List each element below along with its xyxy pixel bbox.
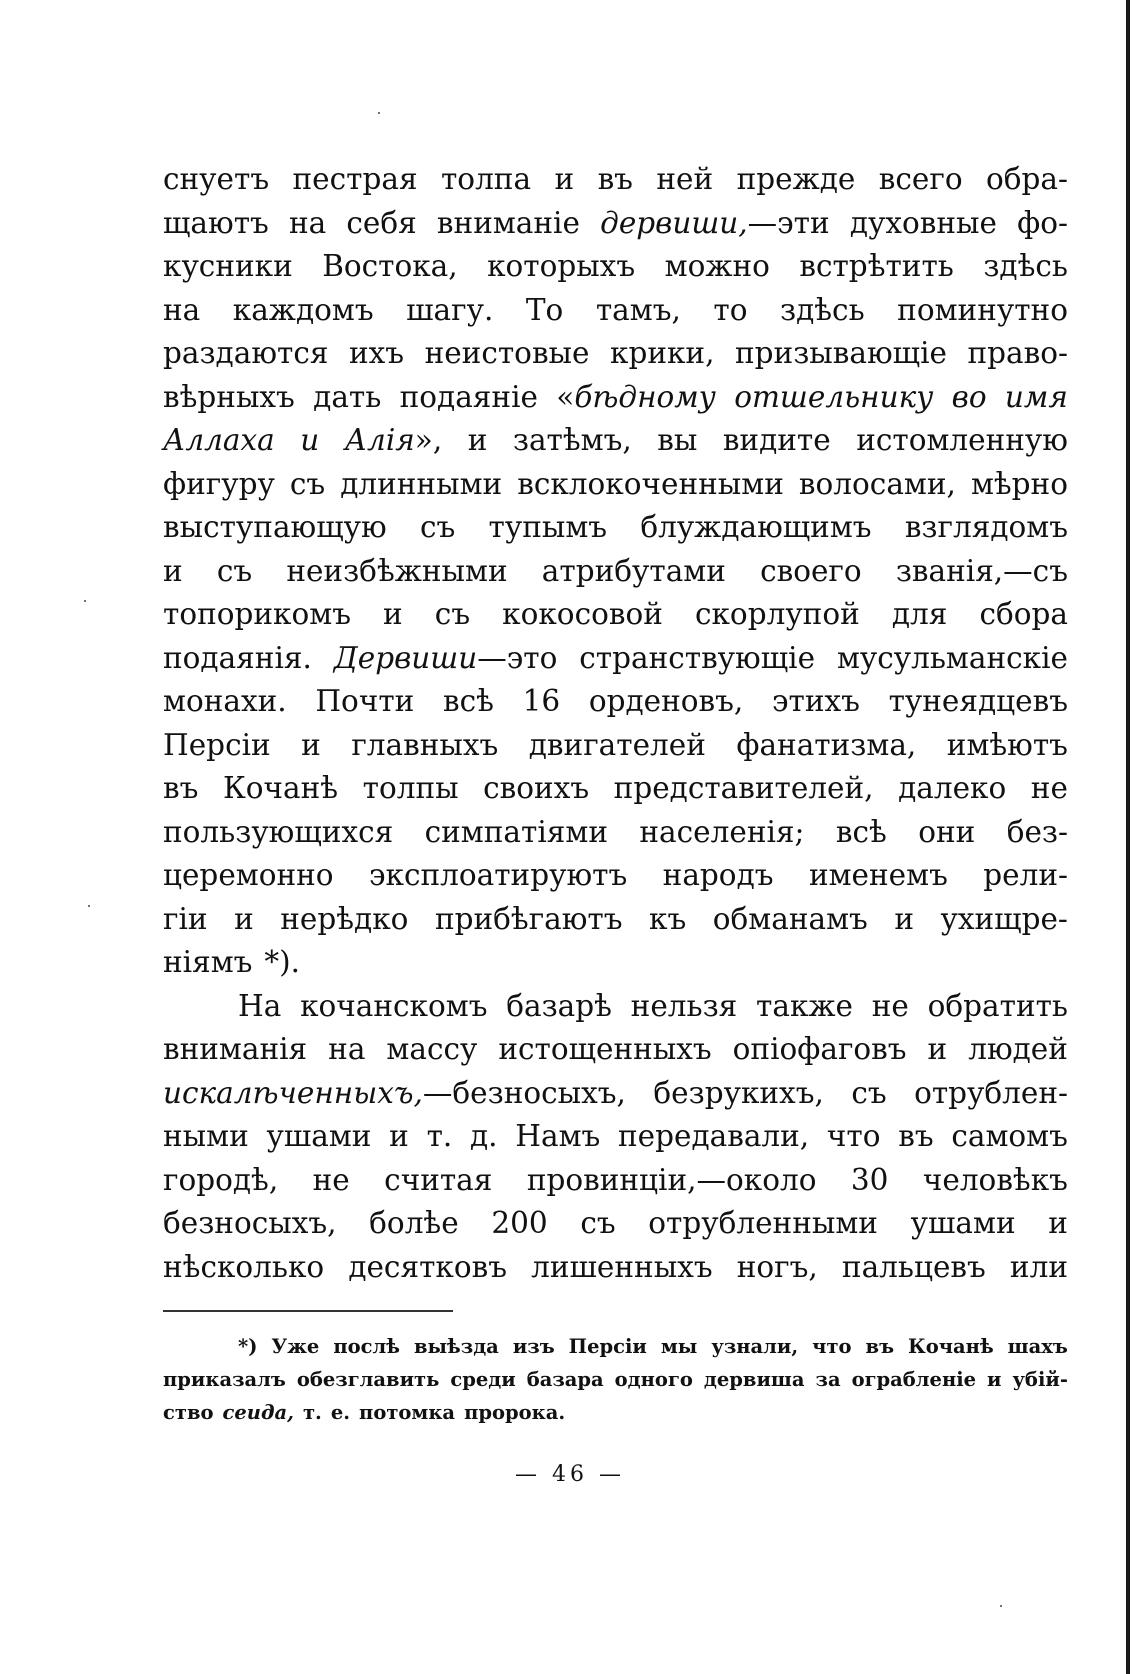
word: поминутно	[897, 292, 1068, 327]
word: ушами	[910, 1206, 1016, 1240]
word: которыхъ	[487, 249, 636, 283]
word: массу	[386, 1032, 478, 1066]
text-line	[163, 202, 1068, 246]
word: и	[389, 1119, 409, 1153]
word: имя	[1004, 379, 1068, 414]
word: отрублен-	[914, 1075, 1068, 1110]
word: одного	[614, 1368, 693, 1391]
word: человѣкъ	[922, 1162, 1068, 1197]
word: церемонно	[163, 858, 334, 892]
word: приказалъ	[163, 1368, 286, 1391]
word: е.	[330, 1401, 351, 1424]
text-line	[163, 506, 1068, 550]
text-line	[163, 158, 1068, 202]
word: *)	[238, 1335, 258, 1358]
word: за	[815, 1368, 841, 1391]
word: ногъ,	[736, 1249, 818, 1284]
footnote-line	[163, 1330, 1068, 1363]
word: скорлупой	[694, 597, 860, 631]
word: съ	[419, 510, 456, 544]
word: кусники	[163, 249, 293, 283]
word: духовные	[849, 205, 997, 240]
word: пользующихся	[163, 814, 394, 849]
word: здѣсь	[983, 249, 1068, 283]
word: базарѣ	[506, 988, 612, 1023]
word: обманамъ	[712, 901, 868, 936]
page-edge-line	[1126, 0, 1130, 1674]
word: въ	[865, 1335, 895, 1358]
word: ограбленіе	[851, 1368, 977, 1391]
word: считая	[384, 1162, 493, 1197]
word: базара	[526, 1368, 604, 1391]
word: встрѣтить	[799, 249, 954, 283]
word: пророка.	[464, 1401, 566, 1424]
word: взглядомъ	[904, 510, 1068, 544]
word: не	[871, 988, 909, 1023]
word: сеида,	[222, 1401, 294, 1424]
word: прибѣгаютъ	[434, 901, 623, 936]
word: ніямъ	[163, 945, 253, 979]
word: нѣсколько	[163, 1249, 325, 1284]
word: 200	[491, 1206, 548, 1240]
word: убій-	[1012, 1368, 1068, 1391]
word: гіи	[163, 901, 208, 936]
word: толпы	[362, 771, 459, 805]
word: ихъ	[348, 336, 405, 370]
word: ушами	[266, 1119, 372, 1153]
word: волосами,	[798, 466, 956, 501]
word: искалѣченныхъ,	[163, 1075, 423, 1110]
word: мѣрно	[970, 466, 1068, 501]
word: то	[713, 292, 748, 327]
word: прежде	[736, 162, 856, 196]
word: безносыхъ,	[163, 1206, 337, 1240]
word: д.	[469, 1119, 498, 1153]
scan-speck	[84, 600, 86, 602]
word: видите	[722, 423, 831, 457]
word: «	[556, 379, 575, 414]
text-line	[163, 1028, 1068, 1072]
text-line	[163, 1115, 1068, 1159]
word: призывающіе	[735, 336, 947, 370]
text-line	[163, 724, 1068, 768]
word-group	[163, 1072, 626, 1116]
word: своихъ	[483, 771, 590, 805]
word: пестрая	[292, 162, 418, 196]
word-group	[600, 202, 830, 246]
word: городѣ,	[163, 1162, 279, 1197]
word: можно	[664, 249, 770, 283]
word: провинціи,—около	[526, 1162, 817, 1197]
word: вниманіе	[436, 205, 580, 240]
text-line	[163, 680, 1068, 724]
word: болѣе	[369, 1206, 459, 1240]
word: Персіи	[163, 727, 271, 762]
word: самомъ	[951, 1119, 1068, 1153]
word: и	[987, 1368, 1002, 1391]
scan-speck	[88, 905, 90, 907]
word: фанатизма,	[736, 727, 917, 762]
word: длинными	[340, 466, 503, 501]
text-line	[163, 245, 1068, 289]
text-line	[163, 811, 1068, 855]
word: фо-	[1017, 205, 1068, 240]
word: не	[312, 1162, 350, 1197]
word: —безносыхъ,	[422, 1075, 626, 1110]
word: что	[826, 1119, 881, 1153]
word: съ	[580, 1206, 616, 1240]
word: въ	[597, 162, 633, 196]
word: и	[894, 901, 914, 936]
word: обезглавить	[296, 1368, 440, 1391]
word: на	[288, 205, 327, 240]
word: и	[300, 423, 320, 457]
word: безрукихъ,	[653, 1075, 824, 1110]
word: дать	[313, 379, 382, 414]
word: и	[467, 423, 488, 457]
word: званія,—съ	[895, 553, 1068, 588]
word: тамъ,	[595, 292, 681, 327]
word: узнали,	[711, 1335, 799, 1358]
word: Кочанѣ	[222, 771, 339, 805]
word: Почти	[315, 684, 415, 718]
word: послѣ	[333, 1335, 400, 1358]
word: или	[1009, 1249, 1068, 1284]
text-line	[163, 985, 1068, 1029]
footnote	[163, 1330, 1068, 1429]
word: съ	[216, 553, 253, 588]
text-line	[163, 376, 1068, 420]
word: выѣзда	[413, 1335, 499, 1358]
word: съ	[434, 597, 471, 631]
word: тунеядцевъ	[888, 684, 1068, 718]
scan-speck	[378, 112, 380, 114]
word: себя	[346, 205, 417, 240]
word: потомка	[359, 1401, 456, 1424]
word: Уже	[271, 1335, 320, 1358]
word: мусульманскіе	[836, 640, 1068, 675]
word-group	[345, 419, 443, 463]
word-group	[334, 637, 558, 681]
word: ухищре-	[940, 901, 1068, 936]
word: мы	[660, 1335, 698, 1358]
word: нельзя	[630, 988, 738, 1023]
word: 30	[850, 1162, 889, 1197]
word: имѣютъ	[946, 727, 1068, 762]
word: народъ	[662, 858, 774, 892]
word: опіофаговъ	[732, 1032, 907, 1066]
word: что	[812, 1335, 852, 1358]
word: блуждающимъ	[640, 510, 872, 544]
word: атрибутами	[541, 553, 726, 588]
word: передавали,	[618, 1119, 810, 1153]
word: затѣмъ,	[512, 423, 632, 457]
word: истощенныхъ	[498, 1032, 712, 1066]
word-group	[556, 376, 716, 420]
word: всклокоченными	[517, 466, 784, 501]
footnote-line	[163, 1396, 1068, 1429]
word: десятковъ	[348, 1249, 507, 1284]
word: бѣдному	[574, 379, 716, 414]
word: и	[383, 597, 403, 631]
text-line	[163, 1072, 1068, 1116]
word: странствующіе	[579, 640, 816, 675]
text-line	[163, 289, 1068, 333]
word: Востока,	[322, 249, 458, 283]
word: населенія;	[639, 814, 805, 849]
word: *).	[264, 945, 301, 979]
word: отрубленными	[648, 1206, 878, 1240]
word: здѣсь	[780, 292, 865, 327]
word: эксплоатируютъ	[369, 858, 628, 892]
word: и	[163, 553, 183, 588]
word: всѣ	[835, 814, 887, 849]
word: главныхъ	[351, 727, 499, 762]
word: монахи.	[163, 684, 287, 718]
word: для	[891, 597, 948, 631]
word: »,	[414, 423, 443, 457]
word: Намъ	[515, 1119, 601, 1153]
word: во	[951, 379, 987, 414]
word: отшельнику	[734, 379, 934, 414]
word: Дервиши	[333, 640, 478, 675]
word: ство	[163, 1401, 214, 1424]
word: раздаются	[163, 336, 329, 370]
word: орденовъ,	[588, 684, 744, 718]
word: къ	[649, 901, 687, 936]
text-line	[163, 854, 1068, 898]
word: также	[756, 988, 853, 1023]
word: вниманія	[163, 1032, 308, 1066]
word: представителей,	[613, 771, 874, 805]
word: съ	[851, 1075, 887, 1110]
word: и	[927, 1032, 948, 1066]
word: То	[525, 292, 564, 327]
word: среди	[450, 1368, 516, 1391]
word: т.	[302, 1401, 322, 1424]
word: без-	[1006, 814, 1068, 849]
word: —это	[477, 640, 558, 675]
word: 16	[522, 684, 561, 718]
word: т.	[426, 1119, 453, 1153]
word: они	[918, 814, 976, 849]
word: Алія	[344, 423, 415, 457]
word: —эти	[747, 205, 830, 240]
word: всего	[878, 162, 963, 196]
word: ней	[656, 162, 714, 196]
word: обратить	[927, 988, 1068, 1023]
text-line	[163, 332, 1068, 376]
word: и	[301, 727, 321, 762]
scan-speck	[1000, 1605, 1002, 1607]
word: снуетъ	[163, 162, 270, 196]
text-line	[163, 898, 1068, 942]
text-line	[163, 637, 1068, 681]
word: кокосовой	[502, 597, 663, 631]
word: неистовые	[424, 336, 590, 370]
word: вѣрныхъ	[163, 379, 295, 414]
word: двигателей	[528, 727, 706, 762]
word: право-	[967, 336, 1068, 370]
word: и	[554, 162, 575, 196]
word: на	[163, 292, 201, 327]
word: именемъ	[808, 858, 948, 892]
main-text	[163, 158, 1068, 1289]
word: На	[238, 988, 282, 1023]
word: Кочанѣ	[908, 1335, 994, 1358]
word: подаянія.	[163, 640, 312, 675]
word: не	[1030, 771, 1068, 805]
text-line	[163, 593, 1068, 637]
word: толпа	[440, 162, 532, 196]
word: всѣ	[443, 684, 494, 718]
text-line	[163, 1246, 1068, 1290]
word: вы	[657, 423, 698, 457]
word: истомленную	[856, 423, 1068, 457]
page-number: — 46 —	[515, 1462, 625, 1487]
word: крики,	[610, 336, 715, 370]
word: въ	[163, 771, 199, 805]
word: ными	[163, 1119, 249, 1153]
word: далеко	[898, 771, 1007, 805]
word: въ	[898, 1119, 934, 1153]
word: на	[328, 1032, 366, 1066]
text-line	[163, 941, 1068, 985]
word: сбора	[979, 597, 1068, 631]
word: неизбѣжными	[286, 553, 508, 588]
text-line	[163, 463, 1068, 507]
footnote-line	[163, 1363, 1068, 1396]
word: шагу.	[406, 292, 494, 327]
word: щаютъ	[163, 205, 269, 240]
text-line	[163, 1202, 1068, 1246]
word: подаяніе	[399, 379, 538, 414]
word: своего	[760, 553, 862, 588]
text-line	[163, 419, 1068, 463]
word: топорикомъ	[163, 597, 351, 631]
word: изъ	[512, 1335, 555, 1358]
word: выступающую	[163, 510, 387, 544]
word: фигуру	[163, 466, 275, 501]
word: нерѣдко	[280, 901, 409, 936]
text-line	[163, 767, 1068, 811]
word: Персіи	[568, 1335, 647, 1358]
footnote-separator	[163, 1310, 453, 1312]
word: шахъ	[1007, 1335, 1068, 1358]
word: симпатіями	[424, 814, 608, 849]
word: обра-	[986, 162, 1068, 196]
word: Аллаха	[163, 423, 275, 457]
word: людей	[968, 1032, 1068, 1066]
word: этихъ	[771, 684, 860, 718]
word: пальцевъ	[841, 1249, 986, 1284]
word: съ	[289, 466, 326, 501]
word: дервиша	[703, 1368, 805, 1391]
word: лишенныхъ	[531, 1249, 713, 1284]
word: кочанскомъ	[300, 988, 488, 1023]
word: рели-	[983, 858, 1068, 892]
word: и	[234, 901, 254, 936]
word: и	[1048, 1206, 1068, 1240]
text-line	[163, 550, 1068, 594]
word: дервиши,	[600, 205, 748, 240]
word: тупымъ	[488, 510, 608, 544]
word: каждомъ	[232, 292, 374, 327]
text-line	[163, 1159, 1068, 1203]
